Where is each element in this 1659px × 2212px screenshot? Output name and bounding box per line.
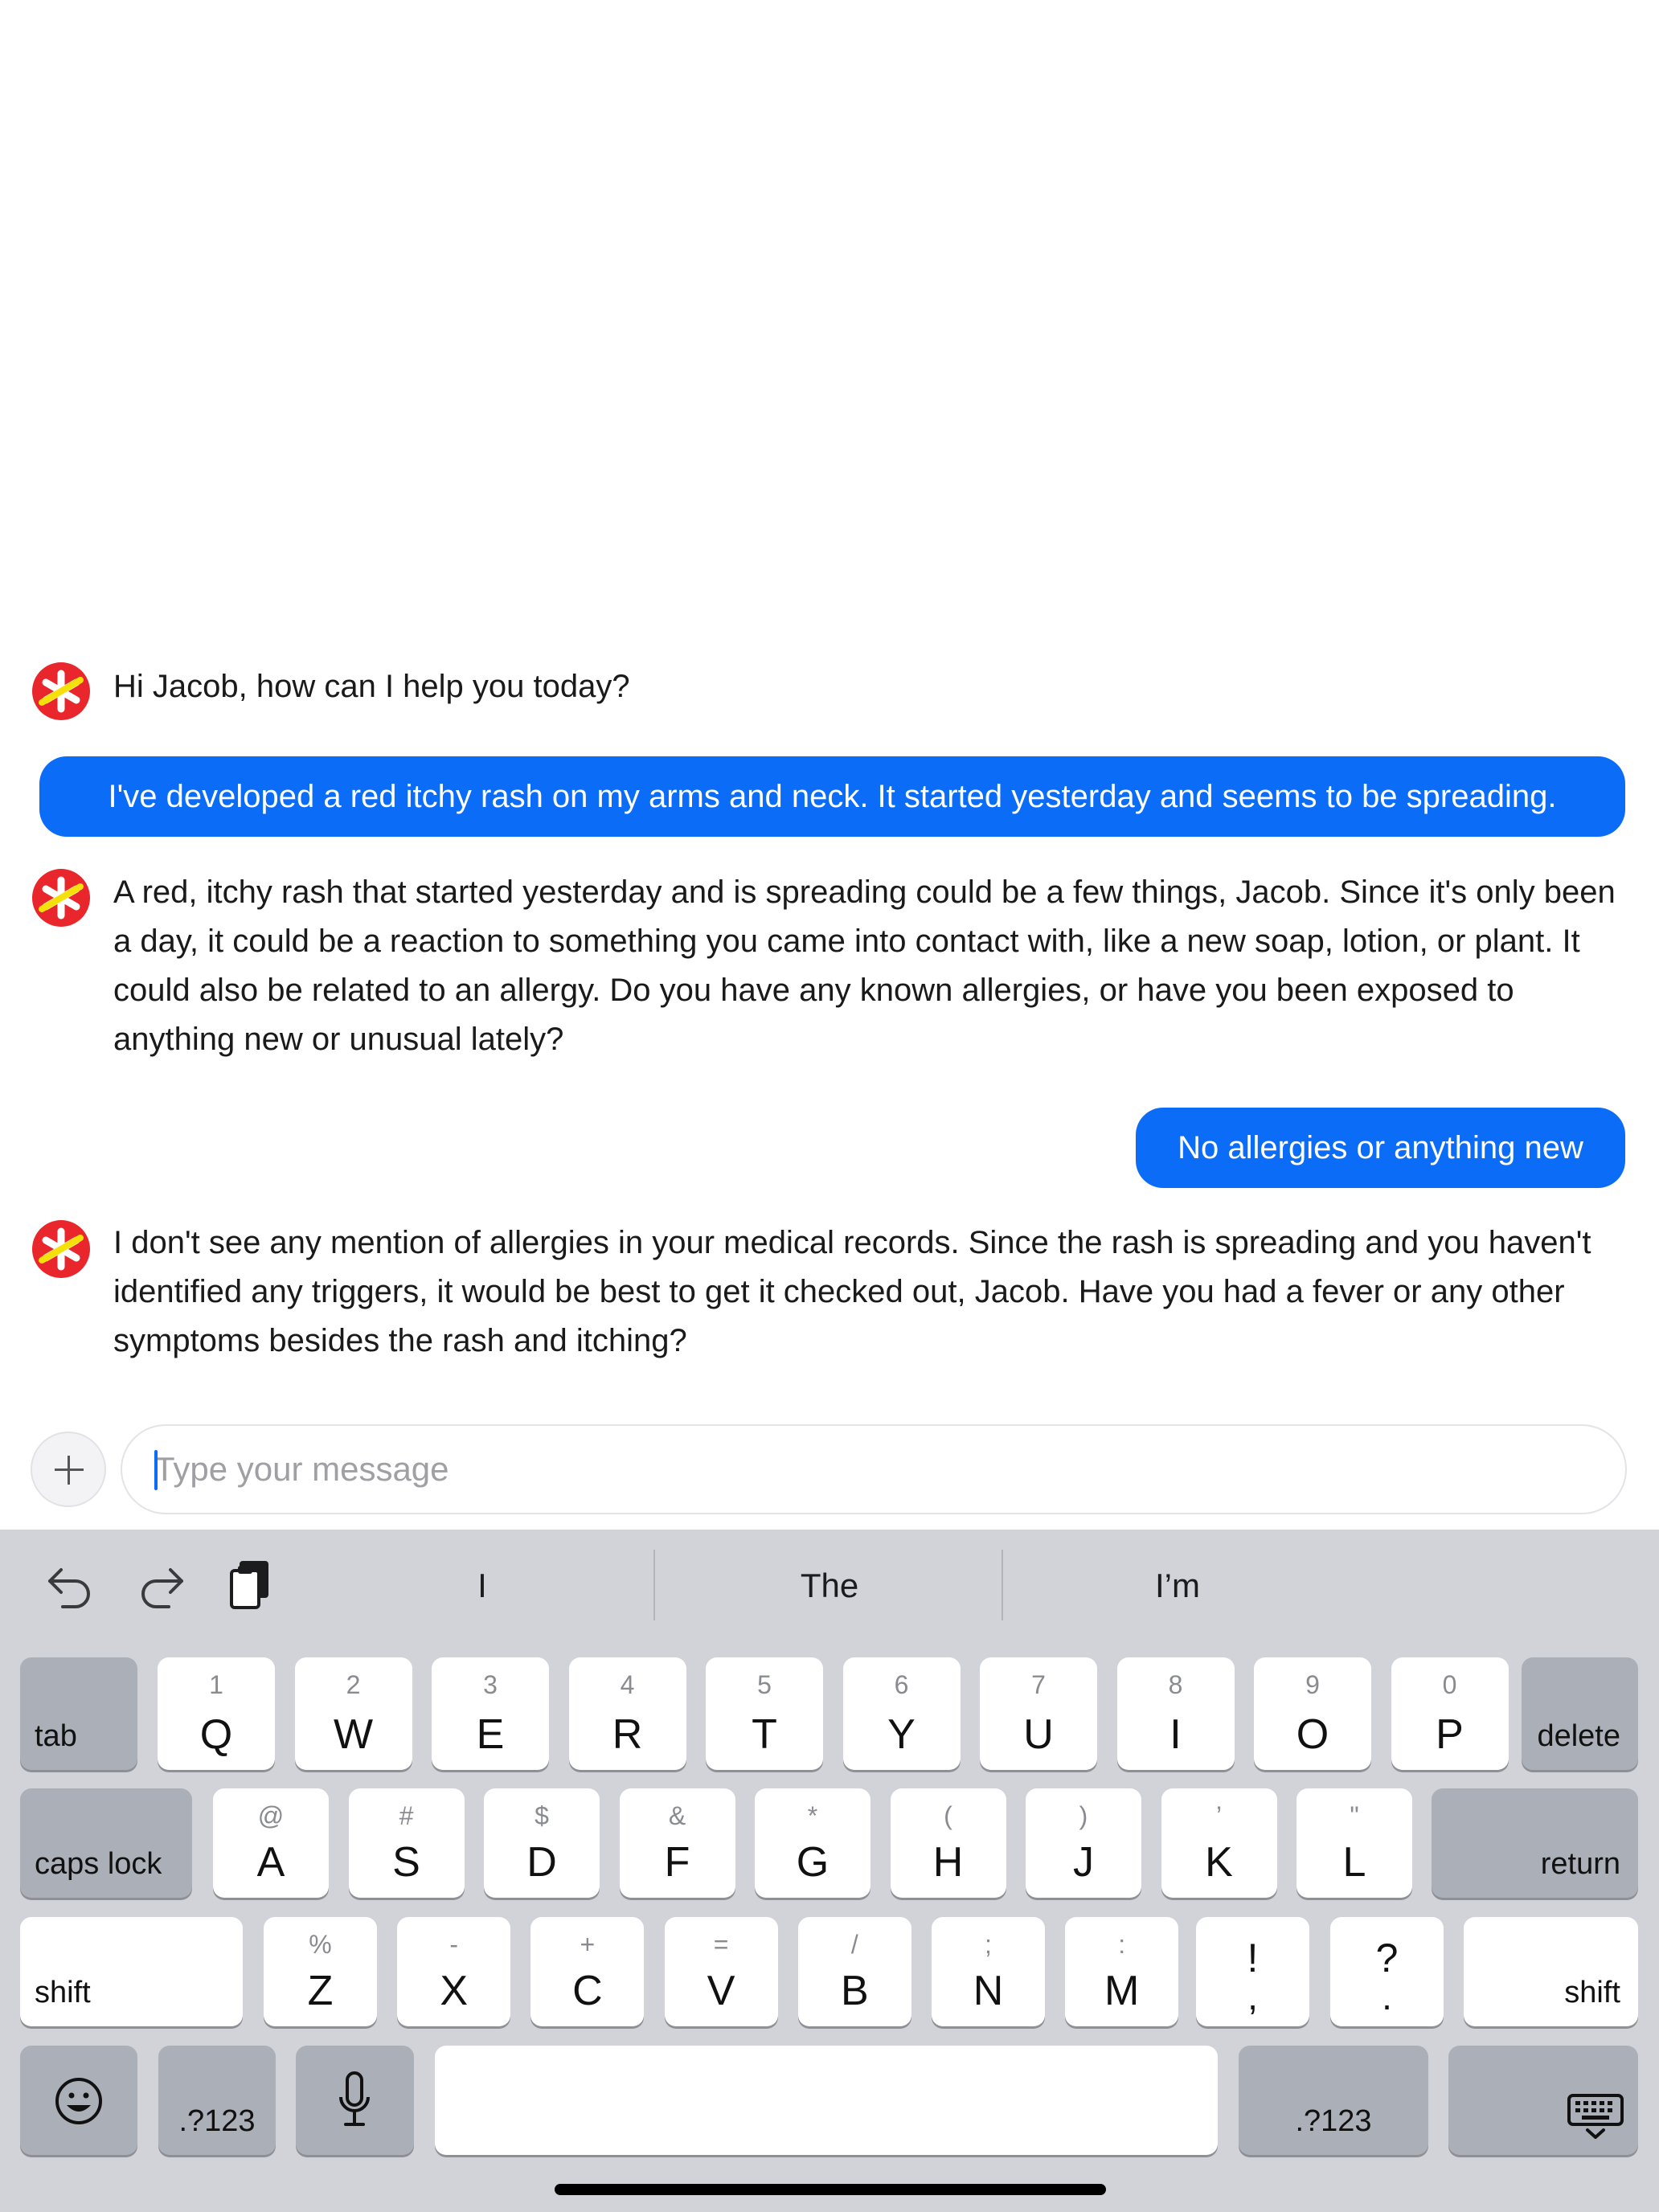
home-indicator[interactable] bbox=[555, 2184, 1106, 2195]
key-letter: N bbox=[973, 1968, 1004, 2014]
key-v[interactable] bbox=[665, 1917, 778, 2026]
emoji-key[interactable] bbox=[20, 2046, 137, 2155]
key-z[interactable] bbox=[264, 1917, 377, 2026]
key-m[interactable] bbox=[1065, 1917, 1178, 2026]
asterisk-logo-icon bbox=[32, 662, 90, 720]
key-alt-glyph: 5 bbox=[757, 1670, 772, 1699]
key-alt-glyph: 3 bbox=[483, 1670, 498, 1699]
return-key[interactable] bbox=[1432, 1788, 1638, 1898]
key-alt-glyph: 2 bbox=[346, 1670, 361, 1699]
key-f[interactable] bbox=[620, 1788, 735, 1898]
numbers-right-key-label: .?123 bbox=[1295, 2104, 1372, 2138]
caps-lock-key[interactable] bbox=[20, 1788, 192, 1898]
key-top-glyph: ! bbox=[1247, 1936, 1259, 1981]
key-i[interactable] bbox=[1117, 1657, 1235, 1770]
hide-keyboard-key[interactable] bbox=[1448, 2046, 1638, 2155]
key-letter: W bbox=[333, 1711, 374, 1758]
key-alt-glyph: ) bbox=[1079, 1801, 1088, 1830]
key-letter: G bbox=[796, 1839, 830, 1886]
key-letter: Z bbox=[307, 1968, 334, 2014]
user-message-bubble: I've developed a red itchy rash on my arms and neck. It started yesterday and seems to be spreading. bbox=[39, 756, 1625, 837]
numbers-left-key[interactable] bbox=[158, 2046, 276, 2155]
assistant-message: A red, itchy rash that started yesterday and is spreading could be a few things, Jacob. Since it's only been a day, it could be a reaction to something you came into contact with, like a new soap, lotion, or plant. It could also be related to an allergy. Do you have any known allergies, or have you been exposed to anything new or unusual lately? bbox=[113, 875, 1616, 1057]
key-y[interactable] bbox=[843, 1657, 961, 1770]
shift-right-key[interactable] bbox=[1464, 1917, 1638, 2026]
key-e[interactable] bbox=[432, 1657, 549, 1770]
key-alt-glyph: + bbox=[580, 1930, 596, 1959]
key-x[interactable] bbox=[397, 1917, 510, 2026]
key-alt-glyph: = bbox=[713, 1930, 729, 1959]
assistant-message: I don't see any mention of allergies in your medical records. Since the rash is spreading and you haven't identified any triggers, it would be best to get it checked out, Jacob. Have you had a fever or any other symptoms besides the rash and itching? bbox=[113, 1225, 1591, 1358]
key-w[interactable] bbox=[295, 1657, 412, 1770]
suggestion-divider bbox=[1002, 1550, 1003, 1620]
key-letter: R bbox=[612, 1711, 643, 1758]
key-alt-glyph: 4 bbox=[620, 1670, 635, 1699]
key-letter: J bbox=[1073, 1839, 1094, 1886]
key-n[interactable] bbox=[932, 1917, 1045, 2026]
key-letter: B bbox=[840, 1968, 869, 2014]
key-alt-glyph: / bbox=[850, 1930, 858, 1959]
key-g[interactable] bbox=[755, 1788, 870, 1898]
message-composer[interactable] bbox=[121, 1424, 1627, 1514]
key-alt-glyph: 1 bbox=[209, 1670, 223, 1699]
key-d[interactable] bbox=[484, 1788, 600, 1898]
key-h[interactable] bbox=[891, 1788, 1006, 1898]
key-bottom-glyph: . bbox=[1382, 1976, 1392, 2017]
key-letter: L bbox=[1342, 1839, 1366, 1886]
key-u[interactable] bbox=[980, 1657, 1097, 1770]
key-letter: V bbox=[707, 1968, 735, 2014]
key-l[interactable] bbox=[1296, 1788, 1412, 1898]
key-letter: A bbox=[256, 1839, 285, 1886]
suggestion-2[interactable]: The bbox=[800, 1567, 859, 1604]
key-q[interactable] bbox=[158, 1657, 275, 1770]
key-alt-glyph: * bbox=[807, 1801, 818, 1830]
key-k[interactable] bbox=[1161, 1788, 1277, 1898]
key-letter: X bbox=[440, 1968, 469, 2014]
key-p[interactable] bbox=[1391, 1657, 1509, 1770]
key-letter: Y bbox=[887, 1711, 916, 1758]
key-letter: Q bbox=[199, 1711, 233, 1758]
key-letter: D bbox=[526, 1839, 557, 1886]
key-j[interactable] bbox=[1026, 1788, 1141, 1898]
shift-left-key-label: shift bbox=[35, 1976, 91, 2009]
key-top-glyph: ? bbox=[1375, 1936, 1399, 1981]
key-alt-glyph: 8 bbox=[1168, 1670, 1183, 1699]
key-t[interactable] bbox=[706, 1657, 823, 1770]
emoji-icon bbox=[54, 2076, 104, 2126]
dictation-key[interactable] bbox=[296, 2046, 414, 2155]
plus-icon-vertical bbox=[68, 1456, 70, 1485]
key-alt-glyph: " bbox=[1350, 1801, 1359, 1830]
shift-right-key-label: shift bbox=[1564, 1976, 1620, 2009]
text-caret bbox=[154, 1450, 158, 1490]
key-bottom-glyph: , bbox=[1247, 1976, 1258, 2017]
key-s[interactable] bbox=[349, 1788, 465, 1898]
asterisk-logo-icon bbox=[32, 1220, 90, 1278]
key-alt-glyph: ( bbox=[944, 1801, 952, 1830]
key-alt-glyph: # bbox=[399, 1801, 414, 1830]
tab-key-label: tab bbox=[35, 1719, 77, 1753]
key-o[interactable] bbox=[1254, 1657, 1371, 1770]
suggestion-3[interactable]: I’m bbox=[1155, 1567, 1200, 1604]
caps-lock-key-label: caps lock bbox=[35, 1847, 162, 1881]
assistant-avatar bbox=[32, 1220, 90, 1278]
suggestion-1[interactable]: I bbox=[477, 1567, 487, 1604]
space-bar[interactable] bbox=[435, 2046, 1218, 2155]
key-alt-glyph: 7 bbox=[1031, 1670, 1046, 1699]
key-alt-glyph: ; bbox=[985, 1930, 992, 1959]
numbers-right-key[interactable] bbox=[1239, 2046, 1428, 2155]
key-alt-glyph: ’ bbox=[1215, 1801, 1223, 1830]
asterisk-logo-icon bbox=[32, 869, 90, 927]
question-period-key[interactable] bbox=[1330, 1917, 1444, 2026]
clipboard-paste-icon[interactable] bbox=[228, 1558, 273, 1611]
key-alt-glyph: 9 bbox=[1305, 1670, 1320, 1699]
key-alt-glyph: 6 bbox=[894, 1670, 909, 1699]
delete-key-label: delete bbox=[1537, 1719, 1620, 1753]
numbers-left-key-label: .?123 bbox=[178, 2104, 256, 2138]
key-letter: H bbox=[932, 1839, 964, 1886]
key-letter: S bbox=[392, 1839, 420, 1886]
key-letter: E bbox=[476, 1711, 505, 1758]
key-alt-glyph: & bbox=[668, 1801, 686, 1830]
key-alt-glyph: 0 bbox=[1442, 1670, 1457, 1699]
key-alt-glyph: : bbox=[1118, 1930, 1126, 1959]
key-c[interactable] bbox=[530, 1917, 644, 2026]
microphone-icon bbox=[336, 2070, 373, 2131]
key-b[interactable] bbox=[798, 1917, 911, 2026]
assistant-avatar bbox=[32, 662, 90, 720]
key-letter: I bbox=[1169, 1711, 1182, 1758]
delete-key[interactable] bbox=[1522, 1657, 1638, 1770]
key-letter: O bbox=[1296, 1711, 1329, 1758]
add-attachment-button[interactable] bbox=[31, 1432, 106, 1507]
undo-icon[interactable] bbox=[43, 1562, 95, 1610]
key-r[interactable] bbox=[569, 1657, 686, 1770]
shift-left-key[interactable] bbox=[20, 1917, 243, 2026]
key-letter: T bbox=[752, 1711, 777, 1758]
key-letter: M bbox=[1104, 1968, 1140, 2014]
message-input[interactable] bbox=[154, 1426, 1585, 1513]
key-letter: K bbox=[1205, 1839, 1233, 1886]
key-alt-glyph: @ bbox=[257, 1801, 285, 1830]
key-letter: F bbox=[664, 1839, 690, 1886]
key-alt-glyph: % bbox=[309, 1930, 332, 1959]
assistant-avatar bbox=[32, 869, 90, 927]
user-message-bubble: No allergies or anything new bbox=[1136, 1108, 1625, 1188]
assistant-message: Hi Jacob, how can I help you today? bbox=[113, 669, 630, 704]
redo-icon[interactable] bbox=[137, 1562, 188, 1610]
return-key-label: return bbox=[1540, 1847, 1620, 1881]
tab-key[interactable] bbox=[20, 1657, 137, 1770]
keyboard-dismiss-icon bbox=[1567, 2094, 1624, 2140]
exclamation-comma-key[interactable] bbox=[1196, 1917, 1309, 2026]
key-alt-glyph: $ bbox=[535, 1801, 549, 1830]
key-letter: C bbox=[572, 1968, 603, 2014]
key-letter: U bbox=[1023, 1711, 1054, 1758]
key-alt-glyph: - bbox=[449, 1930, 459, 1959]
key-letter: P bbox=[1436, 1711, 1464, 1758]
key-a[interactable] bbox=[213, 1788, 329, 1898]
suggestion-divider bbox=[653, 1550, 655, 1620]
